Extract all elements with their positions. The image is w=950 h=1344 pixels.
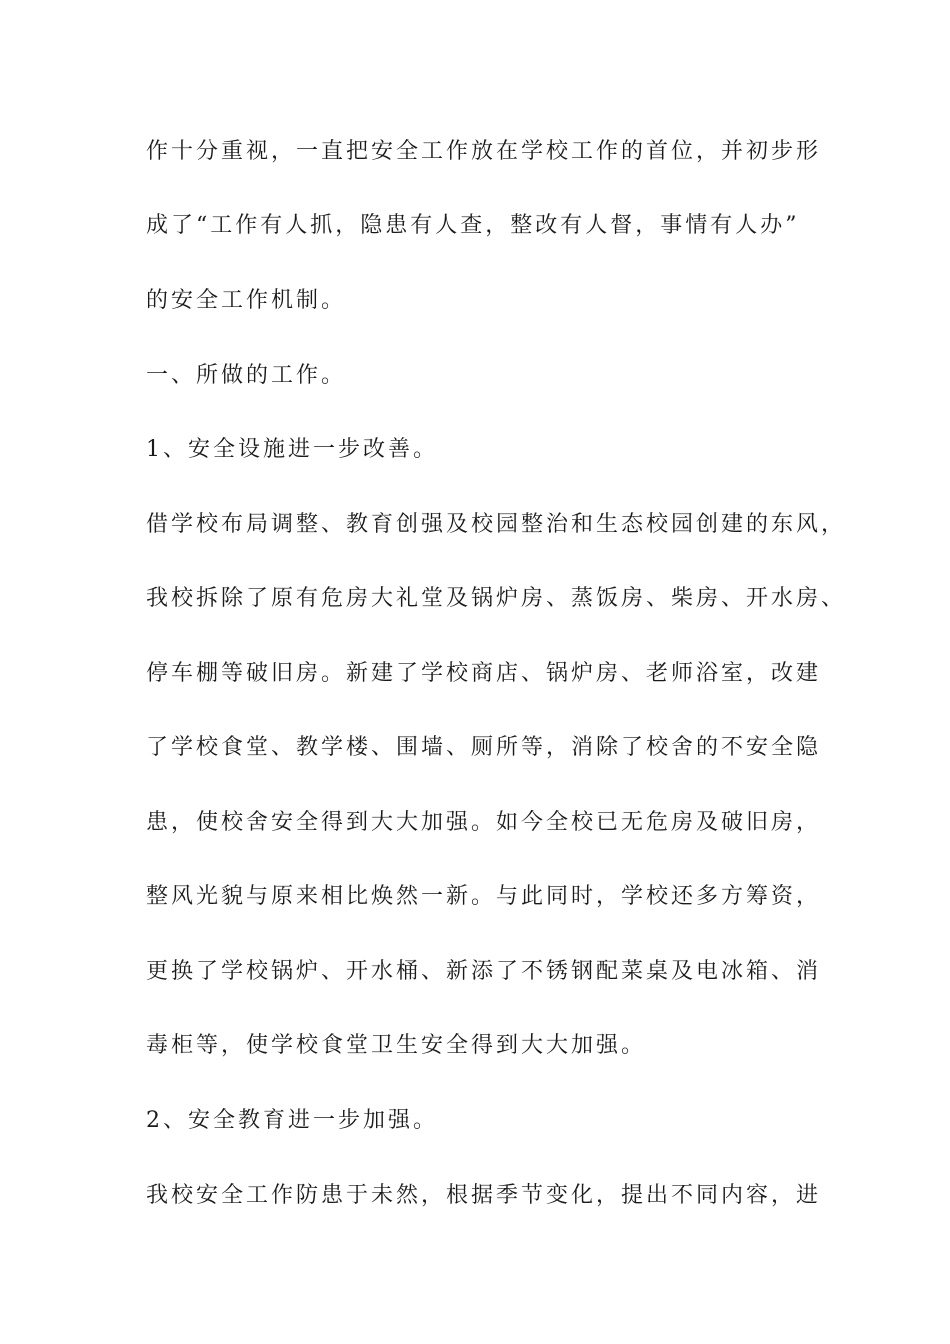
section-heading: 一、所做的工作。 bbox=[146, 363, 347, 388]
body-text-line: 患，使校舍安全得到大大加强。如今全校已无危房及破旧房， bbox=[146, 810, 822, 835]
body-text-line: 成了“工作有人抓，隐患有人查，整改有人督，事情有人办” bbox=[146, 213, 800, 238]
body-text-line: 的安全工作机制。 bbox=[146, 288, 347, 313]
body-text-line: 整风光貌与原来相比焕然一新。与此同时，学校还多方筹资， bbox=[146, 884, 822, 909]
subsection-heading: 1、安全设施进一步改善。 bbox=[146, 437, 438, 462]
body-text-line: 毒柜等，使学校食堂卫生安全得到大大加强。 bbox=[146, 1033, 647, 1058]
body-text-line: 作十分重视，一直把安全工作放在学校工作的首位，并初步形 bbox=[146, 139, 822, 164]
body-text-line: 了学校食堂、教学楼、围墙、厕所等，消除了校舍的不安全隐 bbox=[146, 735, 822, 760]
body-text-line: 借学校布局调整、教育创强及校园整治和生态校园创建的东风， bbox=[146, 512, 847, 537]
body-text-line: 停车棚等破旧房。新建了学校商店、锅炉房、老师浴室，改建 bbox=[146, 661, 822, 686]
body-text-line: 更换了学校锅炉、开水桶、新添了不锈钢配菜桌及电冰箱、消 bbox=[146, 959, 822, 984]
body-text-line: 我校拆除了原有危房大礼堂及锅炉房、蒸饭房、柴房、开水房、 bbox=[146, 586, 847, 611]
body-text-line: 我校安全工作防患于未然，根据季节变化，提出不同内容，进 bbox=[146, 1183, 822, 1208]
subsection-heading: 2、安全教育进一步加强。 bbox=[146, 1108, 438, 1133]
